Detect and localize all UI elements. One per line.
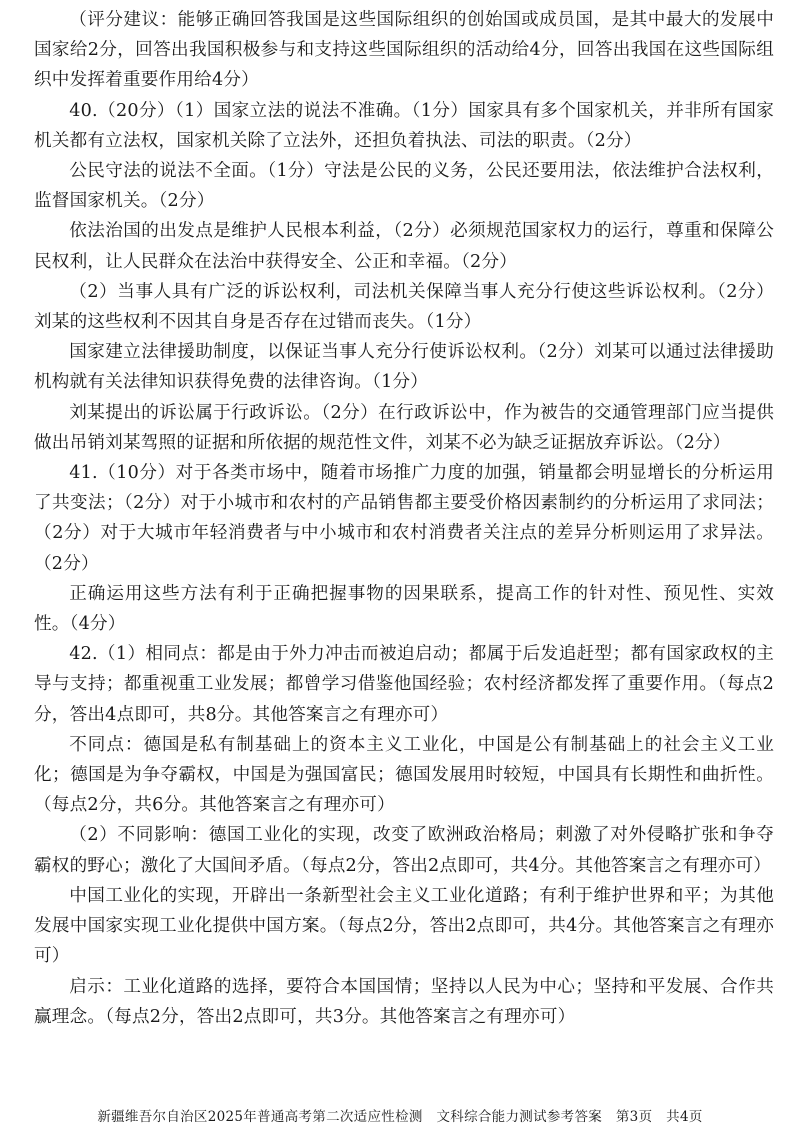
q40-part2-administrative-litigation-paragraph: 刘某提出的诉讼属于行政诉讼。（2分）在行政诉讼中，作为被告的交通管理部门应当提供做出吊销刘某驾照的证据和所依据的规范性文件，刘某不必为缺乏证据放弃诉讼。（2分）	[34, 402, 774, 453]
scoring-note-paragraph: （评分建议：能够正确回答我国是这些国际组织的创始国或成员国，是其中最大的发展中国家给2分，回答出我国积极参与和支持这些国际组织的活动给4分，回答出我国在这些国际组织中发挥着重要作用给4分）	[34, 10, 774, 91]
q42-part2-inspiration-paragraph: 启示：工业化道路的选择，要符合本国国情；坚持以人民为中心；坚持和平发展、合作共赢理念。（每点2分，答出2点即可，共3分。其他答案言之有理亦可）	[34, 976, 774, 1027]
q41-methods-paragraph: 41.（10分）对于各类市场中，随着市场推广力度的加强，销量都会明显增长的分析运用了共变法；（2分）对于小城市和农村的产品销售都主要受价格因素制约的分析运用了求同法；（2分）对于大城市年轻消费者与中小城市和农村消费者关注点的差异分析则运用了求异法。（2分）	[34, 463, 774, 574]
q42-part1-differences-paragraph: 不同点：德国是私有制基础上的资本主义工业化，中国是公有制基础上的社会主义工业化；德国是为争夺霸权，中国是为强国富民；德国发展用时较短，中国具有长期性和曲折性。（每点2分，共6分。其他答案言之有理亦可）	[34, 734, 774, 816]
q42-part1-similarities-paragraph: 42.（1）相同点：都是由于外力冲击而被迫启动；都属于后发追赶型；都有国家政权的主导与支持；都重视重工业发展；都曾学习借鉴他国经验；农村经济都发挥了重要作用。（每点2分，答出4点即可，共8分。其他答案言之有理亦可）	[34, 644, 774, 725]
q42-part2-germany-impact-paragraph: （2）不同影响：德国工业化的实现，改变了欧洲政治格局；刺激了对外侵略扩张和争夺霸权的野心；激化了大国间矛盾。（每点2分，答出2点即可，共4分。其他答案言之有理亦可）	[34, 825, 774, 876]
q40-part1-law-abiding-paragraph: 公民守法的说法不全面。（1分）守法是公民的义务，公民还要用法，依法维护合法权利，监督国家机关。（2分）	[34, 161, 774, 212]
q40-part2-legal-aid-paragraph: 国家建立法律援助制度，以保证当事人充分行使诉讼权利。（2分）刘某可以通过法律援助机构就有关法律知识获得免费的法律咨询。（1分）	[34, 342, 774, 393]
q40-part1-rule-of-law-paragraph: 依法治国的出发点是维护人民根本利益，（2分）必须规范国家权力的运行，尊重和保障公民权利，让人民群众在法治中获得安全、公正和幸福。（2分）	[34, 221, 774, 272]
q41-significance-paragraph: 正确运用这些方法有利于正确把握事物的因果联系，提高工作的针对性、预见性、实效性。（4分）	[34, 583, 774, 635]
q42-part2-china-impact-paragraph: 中国工业化的实现，开辟出一条新型社会主义工业化道路；有利于维护世界和平；为其他发展中国家实现工业化提供中国方案。（每点2分，答出2点即可，共4分。其他答案言之有理亦可）	[34, 885, 774, 967]
q40-part1-legislation-paragraph: 40.（20分）（1）国家立法的说法不准确。（1分）国家具有多个国家机关，并非所有国家机关都有立法权，国家机关除了立法外，还担负着执法、司法的职责。（2分）	[34, 100, 774, 151]
page-footer: 新疆维吾尔自治区2025年普通高考第二次适应性检测 文科综合能力测试参考答案 第3页 共4页	[97, 1109, 703, 1125]
q40-part2-litigation-rights-paragraph: （2）当事人具有广泛的诉讼权利，司法机关保障当事人充分行使这些诉讼权利。（2分）刘某的这些权利不因其自身是否存在过错而丧失。（1分）	[34, 281, 774, 333]
